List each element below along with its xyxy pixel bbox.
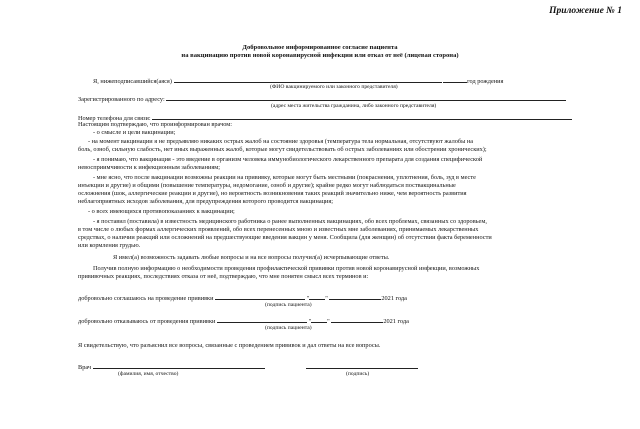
item-reactions-2: инъекции и другие) и общими (повышение температуры, недомогание, озноб и другие); крайне редко могут наблюдаться поствакцинальные xyxy=(78,182,456,189)
patient-prefix: Я, нижеподписавшийся(аяся) xyxy=(93,78,172,85)
form-title-line1: Добровольное информированное согласие пациента xyxy=(242,44,398,51)
item-informed-1: - я поставил (поставила) в известность медицинского работника о ранее выполненных вакцинациях, обо всех проблемах, связанных со здоровьем, xyxy=(93,218,487,225)
patient-name-field[interactable] xyxy=(174,76,442,83)
doctor-signature-field[interactable] xyxy=(306,362,418,369)
item-informed-2: в том числе о любых формах аллергических проявлений, обо всех перенесенных мною и известных мне заболеваниях, принимаемых лекарственных xyxy=(78,226,479,233)
agree-signature-hint: (подпись пациента) xyxy=(265,302,312,308)
refuse-year: 2021 года xyxy=(383,318,409,325)
refuse-signature-field[interactable] xyxy=(217,316,307,323)
item-purpose: - о смысле и цели вакцинации; xyxy=(93,129,176,136)
doctor-name-field[interactable] xyxy=(93,362,265,369)
questions-text: Я имел(а) возможность задавать любые вопросы и на все вопросы получил(а) исчерпывающие ответы. xyxy=(113,254,390,261)
patient-name-hint: (ФИО вакцинируемого или законного представителя) xyxy=(270,84,398,90)
agree-month-field[interactable] xyxy=(329,293,381,300)
refuse-month-field[interactable] xyxy=(331,316,383,323)
quote-mark: " xyxy=(308,318,312,325)
item-contraindications: - о всех имеющихся противопоказаниях к вакцинации; xyxy=(88,208,235,215)
witness-text: Я свидетельствую, что разъяснил все вопросы, связанные с проведением прививок и дал ответы на все вопросы. xyxy=(78,342,381,349)
item-understand-1: - я понимаю, что вакцинация - это введение в организм человека иммунобиологического лекарственного препарата для создания специфической xyxy=(93,156,483,163)
quote-mark: " xyxy=(325,295,328,302)
item-no-complaints-2: боль, озноб, сильную слабость, нет иных выраженных жалоб, которые могут свидетельствовать об острых заболеваниях или обострении хронических); xyxy=(78,146,487,153)
received-info-1: Получив полную информацию о необходимости проведения профилактической прививки против новой коронавирусной инфекции, возможных xyxy=(93,265,480,272)
item-reactions-1: - мне ясно, что после вакцинации возможны реакции на прививку, которые могут быть местными (покраснения, уплотнения, боль, зуд в месте xyxy=(93,174,476,181)
agree-row xyxy=(78,293,407,303)
quote-mark: " xyxy=(306,295,310,302)
appendix-label: Приложение № 1 xyxy=(549,6,622,16)
agree-year: 2021 года xyxy=(381,295,407,302)
quote-mark: " xyxy=(327,318,330,325)
agree-text: добровольно соглашаюсь на проведение прививки xyxy=(78,295,214,302)
received-info-2: прививочных реакциях, последствиях отказа от неё, подтверждаю, что мне понятен смысл всех терминов и: xyxy=(78,273,369,280)
address-hint: (адрес места жительства гражданина, либо законного представителя) xyxy=(271,103,437,109)
agree-day-field[interactable] xyxy=(306,293,325,302)
doctor-sign-hint: (подпись) xyxy=(346,371,370,377)
item-no-complaints-1: - на момент вакцинации я не предъявляю никаких острых жалоб на состояние здоровья (температура тела нормальная, отсутствуют жалобы на xyxy=(88,138,474,145)
agree-signature-field[interactable] xyxy=(215,293,305,300)
refuse-day-field[interactable] xyxy=(308,316,327,325)
refuse-text: добровольно отказываюсь от проведения прививки xyxy=(78,318,216,325)
item-reactions-4: неблагоприятных исходов заболевания, для предупреждения которого проводится вакцинация; xyxy=(78,198,334,205)
address-label: Зарегистрированного по адресу: xyxy=(78,96,165,103)
item-informed-3: средствах, о наличии реакций или осложнений на предшествующие введения вакцин у меня. Сообщила (для женщин) об отсутствии факта беременности xyxy=(78,234,492,241)
item-understand-2: невосприимчивости к инфекционным заболеваниям; xyxy=(78,164,220,171)
doctor-label: Врач xyxy=(78,364,92,371)
item-reactions-3: осложнения (шок, аллергические реакции и другие), но вероятность возникновения таких реакций значительно ниже, чем вероятность развития xyxy=(78,190,467,197)
refuse-signature-hint: (подпись пациента) xyxy=(265,325,312,331)
confirm-text: Настоящим подтверждаю, что проинформирован врачом: xyxy=(78,121,233,128)
item-informed-4: или кормления грудью. xyxy=(78,242,141,249)
phone-field[interactable] xyxy=(152,113,572,120)
address-field[interactable] xyxy=(166,94,566,101)
phone-label: Номер телефона для связи: xyxy=(78,115,151,122)
refuse-row xyxy=(78,316,409,326)
birth-year-field[interactable] xyxy=(443,76,467,83)
form-title-line2: на вакцинацию против новой коронавирусной инфекции или отказ от неё (лицевая сторона) xyxy=(181,52,459,59)
doctor-name-hint: (фамилия, имя, отчество) xyxy=(118,371,179,377)
birth-year-label: год рождения xyxy=(467,78,504,85)
